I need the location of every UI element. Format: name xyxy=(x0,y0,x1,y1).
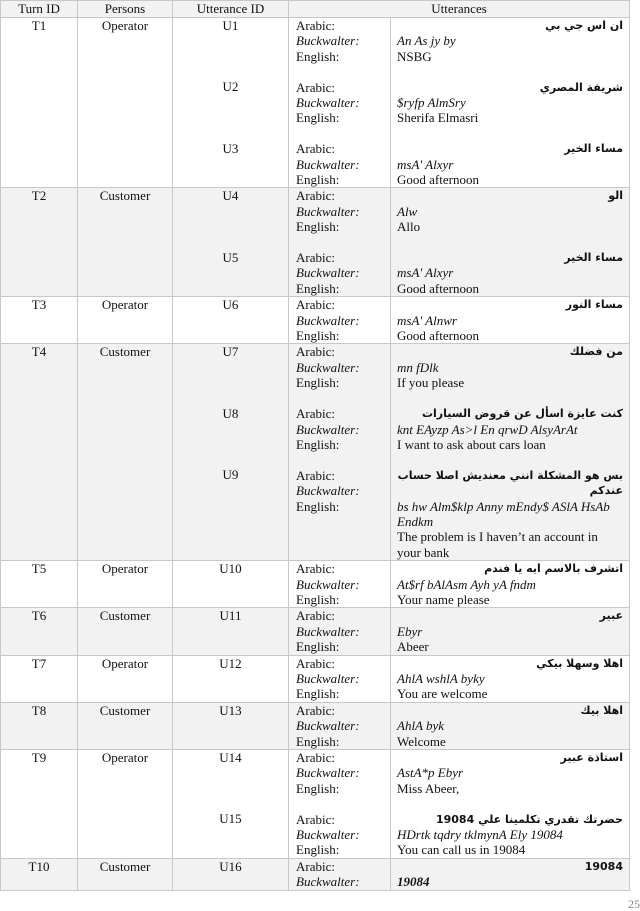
arabic-text: عبير xyxy=(599,609,623,623)
arabic-label: Arabic: xyxy=(296,702,335,718)
utterance-ids xyxy=(173,188,289,297)
english-label: English: xyxy=(296,639,340,655)
utterance-id: U10 xyxy=(219,561,242,577)
turn-id: T4 xyxy=(1,344,78,561)
buckwalter-label: Buckwalter: xyxy=(296,718,360,734)
english-text: You are welcome xyxy=(397,686,488,702)
turn-id: T3 xyxy=(1,297,78,344)
person: Operator xyxy=(78,561,173,608)
arabic-label: Arabic: xyxy=(296,344,335,360)
arabic-label: Arabic: xyxy=(296,79,335,95)
header-row xyxy=(1,1,630,18)
person: Operator xyxy=(78,655,173,702)
utterance-id-block xyxy=(173,750,288,796)
buckwalter-label: Buckwalter: xyxy=(296,203,360,219)
utterance-values xyxy=(391,655,630,702)
arabic-label: Arabic: xyxy=(296,655,335,671)
utterance-ids xyxy=(173,18,289,188)
buckwalter-label: Buckwalter: xyxy=(296,874,360,890)
english-text: Welcome xyxy=(397,733,446,749)
person: Customer xyxy=(78,608,173,655)
utterance-id: U3 xyxy=(222,140,239,156)
utterance-id: U2 xyxy=(222,79,239,95)
turn-row xyxy=(1,702,630,749)
header-utterance-id: Utterance ID xyxy=(173,1,289,18)
turn-id: T9 xyxy=(1,750,78,859)
utterance-block xyxy=(397,250,623,296)
utterance-labels xyxy=(289,18,391,188)
utterance-id: U7 xyxy=(222,344,239,360)
label-block xyxy=(296,561,390,607)
arabic-label: Arabic: xyxy=(296,608,335,624)
utterance-block xyxy=(397,656,623,702)
buckwalter-label: Buckwalter: xyxy=(296,33,360,49)
buckwalter-text: An As jy by xyxy=(397,33,456,49)
utterance-id: U11 xyxy=(219,608,242,624)
english-label: English: xyxy=(296,591,340,607)
buckwalter-label: Buckwalter: xyxy=(296,95,360,111)
buckwalter-text: Alw xyxy=(397,203,418,219)
label-block xyxy=(296,344,390,390)
english-text: I want to ask about cars loan xyxy=(397,436,546,452)
utterance-id: U13 xyxy=(219,702,242,718)
arabic-text: مساء الخير xyxy=(564,142,623,156)
arabic-text: بس هو المشكلة انني معنديش اصلا حساب عندكم xyxy=(397,468,623,498)
utterance-block xyxy=(397,703,623,749)
label-block xyxy=(296,141,390,187)
turn-row xyxy=(1,858,630,890)
buckwalter-text: msA' Alxyr xyxy=(397,156,454,172)
utterance-labels xyxy=(289,702,391,749)
header-utterances: Utterances xyxy=(289,1,630,18)
utterance-id-block xyxy=(173,297,288,343)
buckwalter-label: Buckwalter: xyxy=(296,312,360,328)
person: Customer xyxy=(78,858,173,890)
utterance-block xyxy=(397,750,623,796)
utterance-ids xyxy=(173,858,289,890)
utterance-id-block xyxy=(173,608,288,654)
buckwalter-text: HDrtk tqdry tklmynA Ely 19084 xyxy=(397,827,563,843)
utterance-labels xyxy=(289,655,391,702)
english-label: English: xyxy=(296,172,340,188)
utterance-values xyxy=(391,608,630,655)
arabic-label: Arabic: xyxy=(296,561,335,577)
utterance-id: U6 xyxy=(222,297,239,313)
utterance-id-block xyxy=(173,344,288,390)
utterance-id: U8 xyxy=(222,405,239,421)
arabic-label: Arabic: xyxy=(296,406,335,422)
label-block xyxy=(296,18,390,64)
utterance-ids xyxy=(173,750,289,859)
person: Customer xyxy=(78,702,173,749)
label-block xyxy=(296,608,390,654)
utterance-block xyxy=(397,188,623,234)
arabic-text: شريفة المصري xyxy=(539,80,623,94)
turn-id: T7 xyxy=(1,655,78,702)
english-label: English: xyxy=(296,280,340,296)
turn-id: T10 xyxy=(1,858,78,890)
utterance-labels xyxy=(289,297,391,344)
buckwalter-text: Ebyr xyxy=(397,623,423,639)
turn-id: T2 xyxy=(1,188,78,297)
english-text: NSBG xyxy=(397,48,432,64)
utterance-id-block xyxy=(173,18,288,64)
utterance-block xyxy=(397,141,623,187)
english-label: English: xyxy=(296,842,340,858)
header-persons: Persons xyxy=(78,1,173,18)
buckwalter-label: Buckwalter: xyxy=(296,765,360,781)
utterance-block xyxy=(397,608,623,654)
turn-row xyxy=(1,561,630,608)
utterance-block xyxy=(397,18,623,64)
label-block xyxy=(296,250,390,296)
utterance-id-block xyxy=(173,703,288,749)
utterance-ids xyxy=(173,702,289,749)
label-block xyxy=(296,188,390,234)
english-label: English: xyxy=(296,48,340,64)
english-text: Allo xyxy=(397,219,421,235)
buckwalter-label: Buckwalter: xyxy=(296,483,360,499)
utterance-values xyxy=(391,297,630,344)
arabic-label: Arabic: xyxy=(296,18,335,33)
label-block xyxy=(296,656,390,702)
turn-row xyxy=(1,188,630,297)
turn-row xyxy=(1,655,630,702)
arabic-text: استاذة عبير xyxy=(560,751,623,765)
utterance-ids xyxy=(173,344,289,561)
arabic-text: 19084 xyxy=(584,859,623,873)
english-label: English: xyxy=(296,436,340,452)
turn-row xyxy=(1,297,630,344)
english-label: English: xyxy=(296,780,340,796)
buckwalter-text: AhlA wshlA byky xyxy=(397,670,485,686)
buckwalter-label: Buckwalter: xyxy=(296,265,360,281)
arabic-label: Arabic: xyxy=(296,750,335,766)
person: Operator xyxy=(78,18,173,188)
utterance-ids xyxy=(173,297,289,344)
label-block xyxy=(296,703,390,749)
arabic-text: كنت عايزة اسأل عن قروض السيارات xyxy=(421,407,623,421)
utterance-id-block xyxy=(173,656,288,702)
utterance-ids xyxy=(173,655,289,702)
label-block xyxy=(296,80,390,126)
arabic-text: اهلا بيك xyxy=(580,703,623,717)
arabic-text: اتشرف بالاسم ايه يا فندم xyxy=(484,562,623,576)
buckwalter-text: 19084 xyxy=(397,874,430,890)
utterance-ids xyxy=(173,608,289,655)
english-label: English: xyxy=(296,328,340,344)
utterance-labels xyxy=(289,608,391,655)
arabic-label: Arabic: xyxy=(296,141,335,157)
arabic-text: من فضلك xyxy=(569,345,623,359)
utterance-labels xyxy=(289,344,391,561)
utterance-block xyxy=(397,344,623,390)
utterance-id: U12 xyxy=(219,655,242,671)
buckwalter-text: mn fDlk xyxy=(397,359,439,375)
buckwalter-label: Buckwalter: xyxy=(296,421,360,437)
utterance-id-block xyxy=(173,79,288,125)
arabic-text: مساء النور xyxy=(565,298,623,312)
utterance-values xyxy=(391,344,630,561)
person: Customer xyxy=(78,188,173,297)
person: Operator xyxy=(78,750,173,859)
utterance-labels xyxy=(289,750,391,859)
arabic-text: اهلا وسهلا بيكي xyxy=(536,656,623,670)
utterance-id: U9 xyxy=(222,467,239,483)
label-block xyxy=(296,468,390,560)
english-text: Sherifa Elmasri xyxy=(397,110,479,126)
arabic-label: Arabic: xyxy=(296,188,335,204)
label-block xyxy=(296,750,390,796)
utterance-labels xyxy=(289,561,391,608)
buckwalter-label: Buckwalter: xyxy=(296,827,360,843)
utterance-id-block xyxy=(173,561,288,607)
turn-id: T8 xyxy=(1,702,78,749)
arabic-label: Arabic: xyxy=(296,467,335,483)
buckwalter-label: Buckwalter: xyxy=(296,576,360,592)
turn-row xyxy=(1,344,630,561)
arabic-text: حضرتك تقدري تكلمينا علي 19084 xyxy=(435,812,623,826)
english-label: English: xyxy=(296,110,340,126)
person: Customer xyxy=(78,344,173,561)
utterance-id: U15 xyxy=(219,811,242,827)
english-text: Good afternoon xyxy=(397,328,479,344)
english-text: Good afternoon xyxy=(397,280,479,296)
buckwalter-text: AhlA byk xyxy=(397,718,445,734)
utterance-id-block xyxy=(173,406,288,452)
utterance-block xyxy=(397,859,623,890)
utterance-labels xyxy=(289,188,391,297)
utterance-id: U16 xyxy=(219,858,242,874)
utterance-id-block xyxy=(173,250,288,296)
buckwalter-text: $ryfp AlmSry xyxy=(397,95,466,111)
buckwalter-label: Buckwalter: xyxy=(296,156,360,172)
utterance-id-block xyxy=(173,859,288,890)
utterance-values xyxy=(391,18,630,188)
utterance-block xyxy=(397,80,623,126)
utterance-values xyxy=(391,702,630,749)
arabic-text: مساء الخير xyxy=(564,251,623,265)
buckwalter-text: msA' Alxyr xyxy=(397,265,454,281)
utterance-id-block xyxy=(173,141,288,187)
arabic-text: ان اس جي بي xyxy=(545,19,623,32)
buckwalter-label: Buckwalter: xyxy=(296,359,360,375)
buckwalter-text: msA' Alnwr xyxy=(397,312,457,328)
utterance-id-block xyxy=(173,188,288,234)
english-text: If you please xyxy=(397,375,465,391)
arabic-label: Arabic: xyxy=(296,811,335,827)
utterance-values xyxy=(391,858,630,890)
english-text: The problem is I haven’t an account in your bank xyxy=(397,529,598,560)
english-text: Abeer xyxy=(397,639,429,655)
header-turn-id: Turn ID xyxy=(1,1,78,18)
buckwalter-label: Buckwalter: xyxy=(296,623,360,639)
english-text: Miss Abeer, xyxy=(397,780,460,796)
utterance-block xyxy=(397,297,623,343)
utterance-values xyxy=(391,561,630,608)
utterance-id: U1 xyxy=(222,18,239,33)
utterance-id-block xyxy=(173,467,288,559)
arabic-label: Arabic: xyxy=(296,250,335,266)
english-label: English: xyxy=(296,219,340,235)
utterance-block xyxy=(397,812,623,858)
utterance-ids xyxy=(173,561,289,608)
utterance-id: U5 xyxy=(222,249,239,265)
arabic-label: Arabic: xyxy=(296,858,335,874)
utterance-block xyxy=(397,561,623,607)
buckwalter-label: Buckwalter: xyxy=(296,670,360,686)
english-label: English: xyxy=(296,686,340,702)
english-text: Good afternoon xyxy=(397,172,479,188)
turn-id: T5 xyxy=(1,561,78,608)
english-text: Your name please xyxy=(397,591,490,607)
turn-row xyxy=(1,608,630,655)
arabic-label: Arabic: xyxy=(296,297,335,313)
utterance-values xyxy=(391,188,630,297)
buckwalter-text: knt EAyzp As>l En qrwD AlsyArAt xyxy=(397,421,578,437)
english-label: English: xyxy=(296,375,340,391)
english-label: English: xyxy=(296,733,340,749)
turn-row xyxy=(1,750,630,859)
english-text: You can call us in 19084 xyxy=(397,842,526,858)
page-number: 25 xyxy=(628,896,640,911)
turn-row xyxy=(1,18,630,188)
arabic-text: الو xyxy=(608,189,623,203)
buckwalter-text: At$rf bAlAsm Ayh yA fndm xyxy=(397,576,536,592)
label-block xyxy=(296,297,390,343)
label-block xyxy=(296,812,390,858)
english-label: English: xyxy=(296,498,340,514)
utterance-id: U4 xyxy=(222,188,239,204)
utterance-values xyxy=(391,750,630,859)
label-block xyxy=(296,859,390,890)
buckwalter-text: AstA*p Ebyr xyxy=(397,765,464,781)
person: Operator xyxy=(78,297,173,344)
utterance-block xyxy=(397,468,623,560)
turn-id: T1 xyxy=(1,18,78,188)
utterance-id: U14 xyxy=(219,750,242,766)
buckwalter-text: bs hw Alm$klp Anny mEndy$ ASlA HsAb Endkm xyxy=(397,498,610,529)
utterance-block xyxy=(397,406,623,452)
turn-id: T6 xyxy=(1,608,78,655)
utterance-labels xyxy=(289,858,391,890)
utterance-id-block xyxy=(173,811,288,857)
label-block xyxy=(296,406,390,452)
